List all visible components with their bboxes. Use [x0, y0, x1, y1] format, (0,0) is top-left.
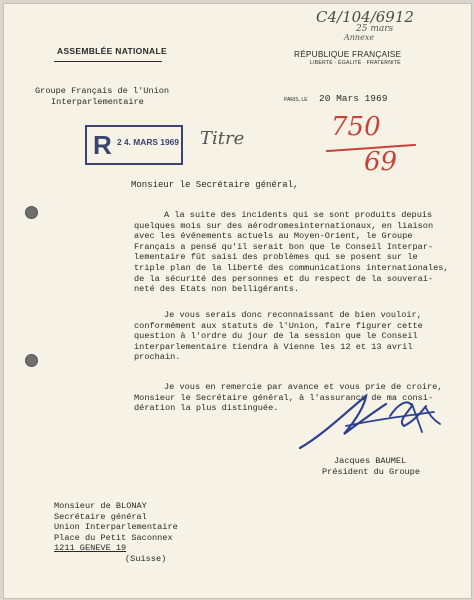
republic-motto: LIBERTÉ · ÉGALITÉ · FRATERNITÉ [310, 60, 401, 66]
recipient-line: Monsieur de BLONAY [54, 501, 147, 511]
place-label: PARIS, LE [284, 97, 308, 103]
paragraph-1-line: quelques mois sur des aérodromesinternationaux, en liaison [134, 220, 434, 231]
stamp-date: 2 4. MARS 1969 [117, 137, 179, 147]
titre-annotation: Titre [200, 128, 245, 149]
recipient-line: Union Interparlementaire [54, 522, 178, 532]
paragraph-1-line: de la sécurité des personnes et du respect de la souveraí- [134, 273, 434, 284]
recipient-line: 1211 GENEVE 19 [54, 543, 127, 553]
recipient-address [54, 501, 178, 554]
archive-reference: C4/104/6912 [316, 8, 414, 26]
paragraph-1-line: A la suite des incidents qui se sont produits depuis [164, 210, 433, 220]
punch-hole-bottom [25, 354, 38, 367]
paragraph-2 [134, 310, 423, 363]
paragraph-2-line: conformément aux statuts de l'Union, faire figurer cette [134, 320, 423, 331]
letterhead-rule-left [54, 61, 162, 62]
paragraph-3-line: Je vous en remercie par avance et vous prie de croire, [164, 382, 443, 392]
recipient-line: Place du Petit Saconnex [54, 532, 173, 543]
handwritten-signature [294, 386, 454, 466]
paragraph-2-line: question à l'ordre du jour de la session que le Conseil [134, 331, 418, 342]
paragraph-1 [134, 210, 449, 295]
paragraph-3-line: dération la plus distinguée. [134, 403, 279, 414]
paragraph-1-line: lementaire fût saisi des problèmes qui se posent sur le [134, 252, 418, 263]
signer-name: Jacques BAUMEL [334, 456, 407, 466]
group-name-line1: Groupe Français de l'Union [35, 86, 170, 96]
archive-note-annex: Annexe [344, 33, 375, 42]
letter-page [3, 3, 472, 599]
paragraph-1-line: neté des Etats non belligérants. [134, 284, 300, 295]
paragraph-1-line: avec les événements actuels au Moyen-Orient, le Groupe [134, 231, 413, 242]
letter-date: 20 Mars 1969 [319, 93, 388, 104]
paragraph-2-line: prochain. [134, 352, 181, 363]
registered-stamp [85, 125, 183, 165]
paragraph-1-line: triple plan de la liberté des communications internationales, [134, 262, 449, 273]
archive-note-date: 25 mars [356, 24, 394, 34]
paragraph-1-line: Français a pensé qu'il serait bon que le Conseil Interpar- [134, 241, 434, 252]
assembly-heading: ASSEMBLÉE NATIONALE [57, 46, 167, 56]
paragraph-3-line: Monsieur le Secrétaire général, à l'assurance de ma consi- [134, 392, 434, 403]
red-number-top: 750 [331, 112, 381, 142]
punch-hole-top [25, 206, 38, 219]
signer-title: Président du Groupe [322, 467, 420, 477]
paragraph-2-line: interparlementaire tiendra à Vienne les 12 et 13 avril [134, 341, 413, 352]
republic-heading: RÉPUBLIQUE FRANÇAISE [294, 49, 402, 59]
paragraph-2-line: Je vous serais donc reconnaissant de bien vouloir, [164, 310, 422, 320]
recipient-country: (Suisse) [125, 554, 167, 564]
recipient-line: Secrétaire général [54, 511, 147, 522]
salutation: Monsieur le Secrétaire général, [131, 180, 299, 190]
stamp-letter: R [93, 130, 112, 160]
red-number-bottom: 69 [364, 147, 398, 177]
group-name-line2: Interparlementaire [51, 97, 144, 107]
